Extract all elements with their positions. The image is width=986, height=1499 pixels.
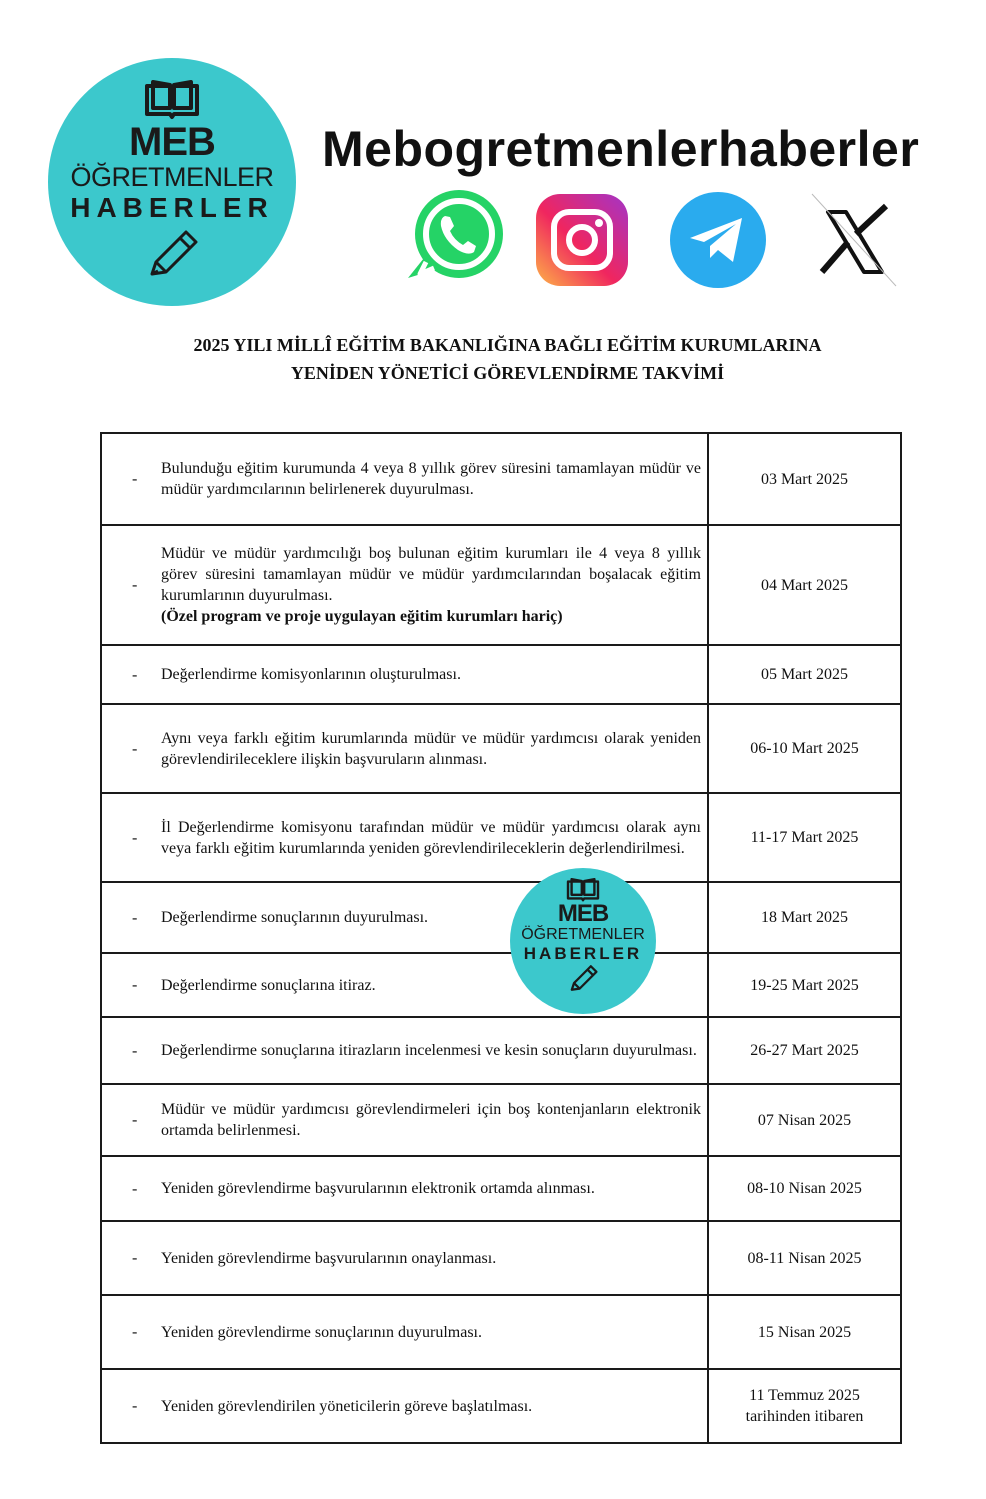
bullet: - — [132, 1111, 138, 1129]
row-text: Yeniden görevlendirme sonuçlarının duyurulması. — [161, 1323, 482, 1341]
row-date: 19-25 Mart 2025 — [708, 953, 901, 1017]
row-description — [101, 433, 708, 525]
bullet: - — [132, 1397, 138, 1415]
bullet: - — [132, 1042, 138, 1059]
table-row — [101, 704, 901, 793]
bullet: - — [132, 976, 138, 994]
whatsapp-icon[interactable] — [404, 186, 508, 290]
row-text: Yeniden görevlendirilen yöneticilerin göreve başlatılması. — [161, 1397, 533, 1415]
logo-line-2: ÖĞRETMENLER — [70, 162, 274, 192]
watermark-line-1: MEB — [557, 900, 609, 927]
row-date: 05 Mart 2025 — [708, 645, 901, 704]
title-line-1: 2025 YILI MİLLÎ EĞİTİM BAKANLIĞINA BAĞLI EĞİTİM KURUMLARINA — [193, 335, 822, 355]
table-row — [101, 882, 901, 953]
row-text: Değerlendirme sonuçlarına itiraz. — [161, 976, 376, 994]
book-icon — [143, 80, 201, 120]
table-row — [101, 1295, 901, 1369]
row-note: (Özel program ve proje uygulayan eğitim kurumları hariç) — [161, 608, 563, 625]
pen-icon — [567, 964, 599, 992]
row-text: Bulunduğu eğitim kurumunda 4 veya 8 yıllık görev süresini tamamlayan müdür ve müdür yardımcılarının belirlenerek duyurulması. — [161, 460, 701, 498]
row-text: Yeniden görevlendirme başvurularının elektronik ortamda alınması. — [161, 1180, 595, 1197]
row-text: Değerlendirme sonuçlarının duyurulması. — [161, 909, 429, 926]
telegram-icon[interactable] — [666, 186, 770, 290]
x-icon[interactable] — [808, 190, 900, 290]
pen-icon — [144, 228, 200, 278]
row-date: 08-11 Nisan 2025 — [708, 1221, 901, 1295]
row-text: Müdür ve müdür yardımcılığı boş bulunan eğitim kurumları ile 4 veya 8 yıllık görev süresini tamamlayan müdür ve müdür yardımcılarından boşalacak eğitim kurumlarının duyurulması. — [161, 545, 701, 604]
row-text: Yeniden görevlendirme başvurularının onaylanması. — [161, 1249, 497, 1267]
watermark-line-3: HABERLER — [523, 944, 643, 963]
table-row — [101, 1221, 901, 1295]
row-date: 26-27 Mart 2025 — [708, 1017, 901, 1084]
title-line-2: YENİDEN YÖNETİCİ GÖREVLENDİRME TAKVİMİ — [290, 363, 725, 383]
logo-line-3: HABERLER — [70, 192, 274, 223]
row-date: 03 Mart 2025 — [708, 433, 901, 525]
site-logo — [48, 58, 296, 306]
bullet: - — [132, 1180, 138, 1197]
row-text: İl Değerlendirme komisyonu tarafından müdür ve müdür yardımcısı olarak aynı veya farklı eğitim kurumlarında yeniden görevlendirileceklerin değerlendirilmesi. — [161, 818, 701, 857]
row-description — [101, 1295, 708, 1369]
table-row — [101, 1369, 901, 1443]
bullet: - — [132, 909, 138, 926]
brand-name: Mebogretmenlerhaberler — [322, 121, 920, 177]
table-row — [101, 525, 901, 645]
row-text: Değerlendirme komisyonlarının oluşturulması. — [161, 666, 461, 683]
page-title — [100, 331, 915, 387]
bullet: - — [132, 666, 138, 683]
row-date: 11-17 Mart 2025 — [708, 793, 901, 882]
bullet: - — [132, 740, 138, 757]
instagram-icon[interactable] — [530, 186, 634, 290]
row-text: Müdür ve müdür yardımcısı görevlendirmeleri için boş kontenjanların elektronik ortamda belirlenmesi. — [161, 1101, 701, 1139]
row-description — [101, 645, 708, 704]
watermark-line-2: ÖĞRETMENLER — [521, 926, 645, 943]
book-icon — [565, 878, 601, 902]
watermark-logo — [510, 868, 656, 1014]
row-description — [101, 1221, 708, 1295]
row-description — [101, 1084, 708, 1156]
table-row — [101, 1084, 901, 1156]
table-row — [101, 645, 901, 704]
table-row — [101, 1017, 901, 1084]
row-description — [101, 1369, 708, 1443]
row-description — [101, 704, 708, 793]
row-description — [101, 525, 708, 645]
row-description — [101, 1156, 708, 1221]
row-date: 07 Nisan 2025 — [708, 1084, 901, 1156]
table-row — [101, 793, 901, 882]
row-text: Aynı veya farklı eğitim kurumlarında müdür ve müdür yardımcısı olarak yeniden görevlendirileceklere ilişkin başvuruların alınması. — [161, 729, 701, 768]
row-date-line-2: tarihinden itibaren — [745, 1408, 864, 1425]
row-date: 18 Mart 2025 — [708, 882, 901, 953]
table-row — [101, 1156, 901, 1221]
row-date: 06-10 Mart 2025 — [708, 704, 901, 793]
row-date-line-1: 11 Temmuz 2025 — [749, 1387, 860, 1404]
schedule-table — [100, 432, 902, 1444]
row-text: Değerlendirme sonuçlarına itirazların incelenmesi ve kesin sonuçların duyurulması. — [161, 1042, 697, 1059]
bullet: - — [132, 1249, 138, 1267]
row-description — [101, 793, 708, 882]
bullet: - — [132, 1323, 138, 1341]
logo-line-1: MEB — [129, 120, 215, 164]
bullet: - — [132, 576, 138, 594]
row-description — [101, 1017, 708, 1084]
row-date: 15 Nisan 2025 — [708, 1295, 901, 1369]
row-date — [708, 1369, 901, 1443]
table-row — [101, 953, 901, 1017]
bullet: - — [132, 829, 138, 846]
bullet: - — [132, 470, 138, 488]
row-date: 04 Mart 2025 — [708, 525, 901, 645]
table-row — [101, 433, 901, 525]
row-date: 08-10 Nisan 2025 — [708, 1156, 901, 1221]
